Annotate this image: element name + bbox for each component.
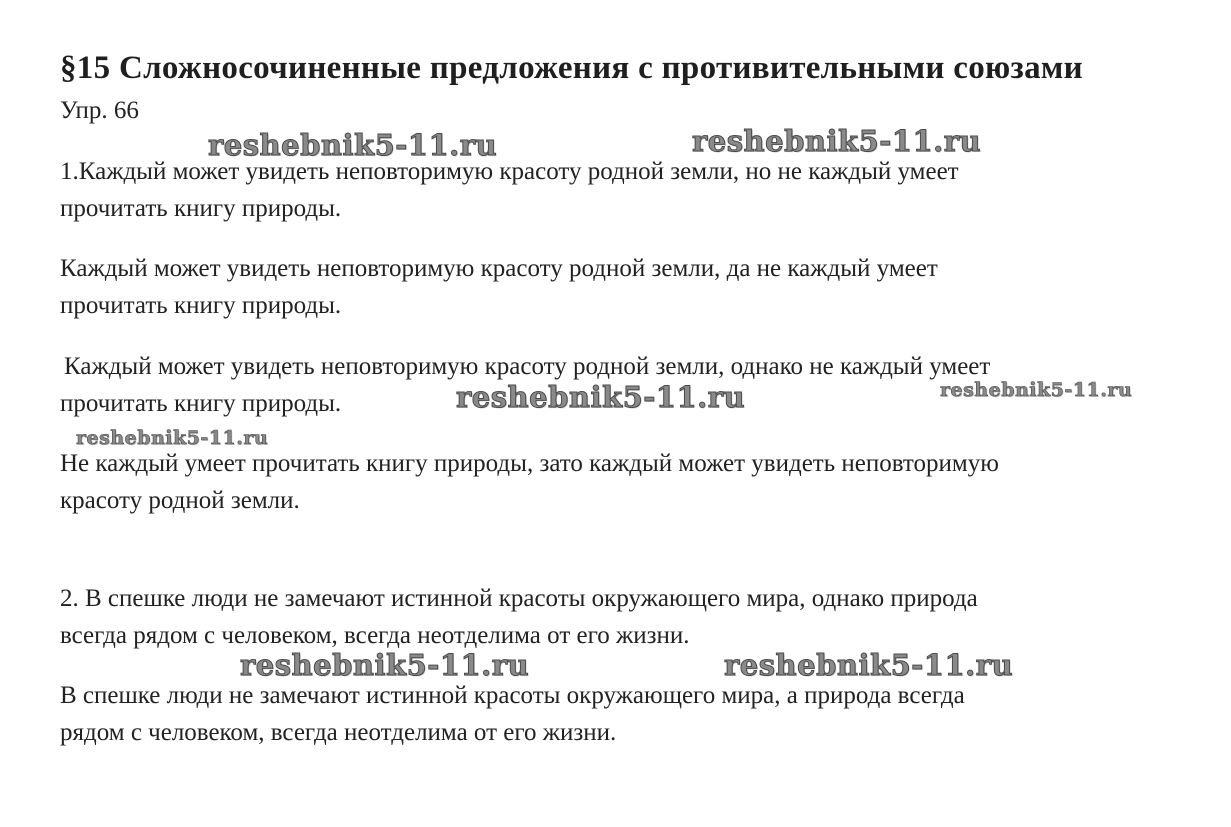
watermark: reshebnik5-11.ru (724, 648, 1014, 682)
paragraph-line: В спешке люди не замечают истинной красоты окружающего мира, а природа всегда (60, 682, 965, 709)
paragraph-6 (60, 677, 1170, 751)
paragraph-2 (60, 250, 1170, 324)
paragraph-5 (60, 580, 1170, 654)
watermark: reshebnik5-11.ru (240, 648, 530, 682)
paragraph-line: прочитать книгу природы. (60, 292, 342, 319)
paragraph-line: прочитать книгу природы. (60, 195, 342, 222)
paragraph-line: прочитать книгу природы. (60, 390, 342, 417)
watermark: reshebnik5-11.ru (208, 128, 498, 162)
paragraph-line: Каждый может увидеть неповторимую красоту родной земли, однако не каждый умеет (64, 353, 991, 380)
watermark: reshebnik5-11.ru (940, 379, 1133, 401)
paragraph-line: Не каждый умеет прочитать книгу природы, зато каждый может увидеть неповторимую (60, 450, 999, 477)
page-title: §15 Сложносочиненные предложения с противительными союзами (60, 50, 1083, 87)
watermark: reshebnik5-11.ru (692, 124, 982, 158)
paragraph-1 (60, 153, 1170, 227)
paragraph-line: 2. В спешке люди не замечают истинной красоты окружающего мира, однако природа (60, 585, 978, 612)
paragraph-line: Каждый может увидеть неповторимую красоту родной земли, да не каждый умеет (60, 255, 938, 282)
paragraph-line: 1.Каждый может увидеть неповторимую красоту родной земли, но не каждый умеет (60, 158, 959, 185)
paragraph-4 (60, 445, 1170, 519)
watermark: reshebnik5-11.ru (456, 380, 746, 414)
paragraph-line: рядом с человеком, всегда неотделима от его жизни. (60, 719, 617, 746)
watermark: reshebnik5-11.ru (76, 427, 269, 449)
paragraph-line: всегда рядом с человеком, всегда неотделима от его жизни. (60, 622, 690, 649)
exercise-label: Упр. 66 (60, 97, 139, 124)
paragraph-line: красоту родной земли. (60, 487, 300, 514)
